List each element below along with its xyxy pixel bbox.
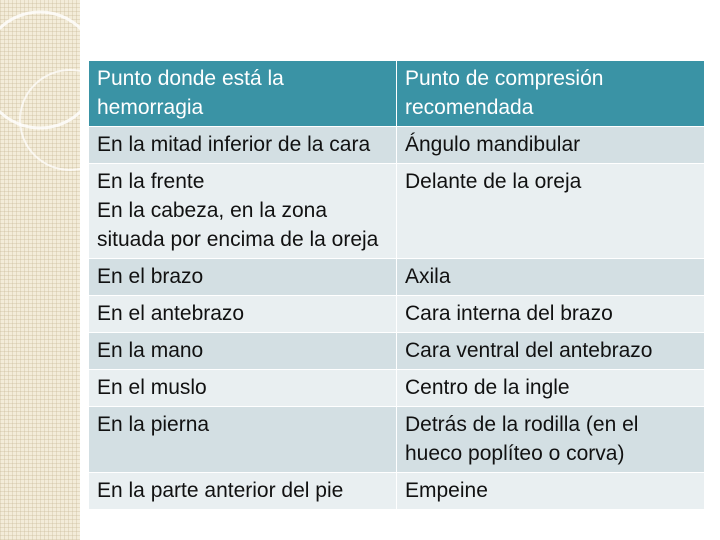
compression-point-cell xyxy=(397,127,705,164)
table-row xyxy=(89,127,705,164)
table-row xyxy=(89,164,705,259)
cell-line: En la mitad inferior de la cara xyxy=(97,133,371,156)
cell-line: En la cabeza, en la zona situada por encima de la oreja xyxy=(97,199,379,251)
cell-line: Cara ventral del antebrazo xyxy=(405,339,653,362)
cell-line: En el antebrazo xyxy=(97,302,245,325)
compression-point-cell xyxy=(397,296,705,333)
cell-line: Cara interna del brazo xyxy=(405,302,613,325)
header-bleeding-site: Punto donde está la hemorragia xyxy=(89,61,397,127)
header-compression-point: Punto de compresión recomendada xyxy=(397,61,705,127)
bleeding-site-cell xyxy=(89,164,397,259)
compression-point-cell xyxy=(397,259,705,296)
bleeding-site-cell xyxy=(89,333,397,370)
cell-line: En el muslo xyxy=(97,376,207,399)
bleeding-site-cell xyxy=(89,473,397,510)
table-row xyxy=(89,296,705,333)
compression-point-cell xyxy=(397,407,705,473)
compression-point-cell xyxy=(397,333,705,370)
cell-line: En el brazo xyxy=(97,265,204,288)
compression-point-cell xyxy=(397,473,705,510)
cell-line: En la parte anterior del pie xyxy=(97,479,344,502)
bleeding-site-cell xyxy=(89,259,397,296)
bleeding-site-cell xyxy=(89,296,397,333)
table-row xyxy=(89,333,705,370)
cell-line: Centro de la ingle xyxy=(405,376,570,399)
cell-line: En la frente xyxy=(97,170,205,193)
table-header-row xyxy=(89,61,705,127)
cell-line: Ángulo mandibular xyxy=(405,133,581,156)
table-row xyxy=(89,370,705,407)
compression-point-cell xyxy=(397,164,705,259)
bleeding-site-cell xyxy=(89,407,397,473)
cell-line: Detrás de la rodilla (en el hueco poplíteo o corva) xyxy=(405,413,639,465)
cell-line: En la pierna xyxy=(97,413,210,436)
bleeding-site-cell xyxy=(89,127,397,164)
cell-line: Delante de la oreja xyxy=(405,170,582,193)
cell-line: Axila xyxy=(405,265,451,288)
table-row xyxy=(89,473,705,510)
compression-points-table xyxy=(88,60,705,510)
table-row xyxy=(89,407,705,473)
table-row xyxy=(89,259,705,296)
cell-line: En la mano xyxy=(97,339,204,362)
compression-point-cell xyxy=(397,370,705,407)
decorative-side-pattern xyxy=(0,0,80,540)
cell-line: Empeine xyxy=(405,479,488,502)
bleeding-site-cell xyxy=(89,370,397,407)
